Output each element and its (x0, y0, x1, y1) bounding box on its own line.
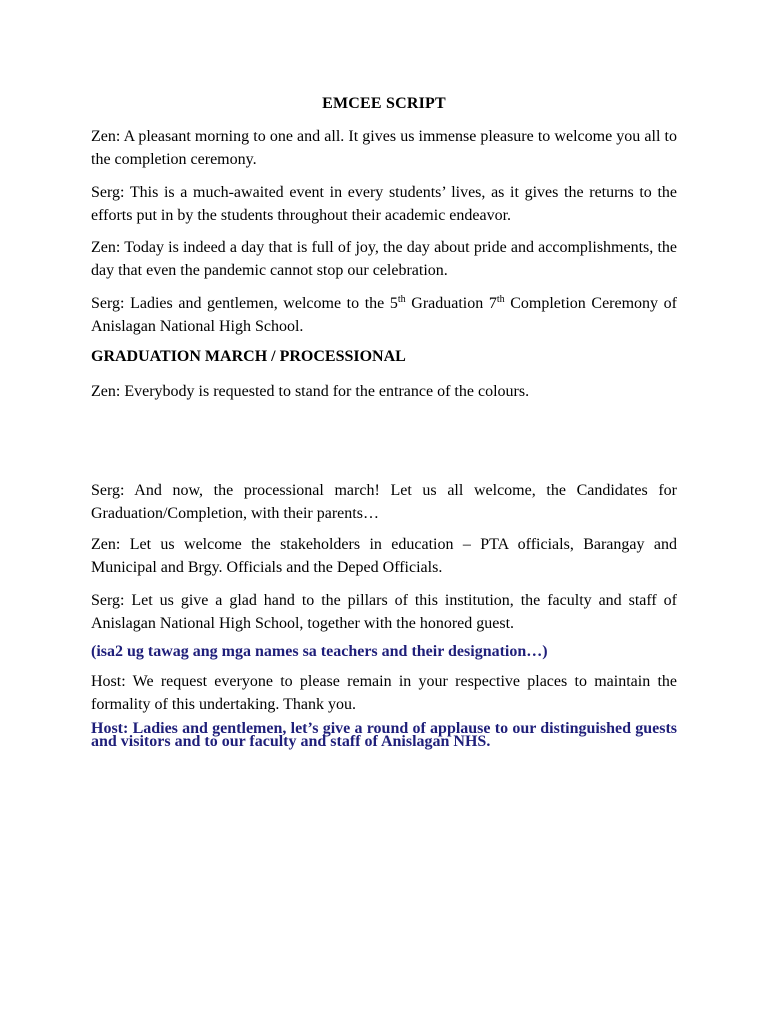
note-teacher-names: (isa2 ug tawag ang mga names sa teachers and their designation…) (91, 643, 548, 660)
superscript-th-1: th (397, 294, 406, 305)
paragraph-zen-stakeholders: Zen: Let us welcome the stakeholders in education – PTA officials, Barangay and Municipal and Brgy. Officials and the Deped Officials. (91, 536, 677, 576)
paragraph-serg-ceremony (91, 292, 677, 338)
paragraph-serg-ceremony-part3: Completion Ceremony of Anislagan National High School. (91, 295, 677, 335)
paragraph-host-formality: Host: We request everyone to please remain in your respective places to maintain the formality of this undertaking. Thank you. (91, 673, 677, 713)
paragraph-zen-welcome: Zen: A pleasant morning to one and all. It gives us immense pleasure to welcome you all to the completion ceremony. (91, 128, 677, 168)
superscript-th-2: th (496, 294, 505, 305)
paragraph-zen-joy: Zen: Today is indeed a day that is full of joy, the day about pride and accomplishments, the day that even the pandemic cannot stop our celebration. (91, 239, 677, 279)
paragraph-serg-processional: Serg: And now, the processional march! Let us all welcome, the Candidates for Graduation/Completion, with their parents… (91, 482, 677, 522)
paragraph-serg-faculty: Serg: Let us give a glad hand to the pillars of this institution, the faculty and staff of Anislagan National High School, together with the honored guest. (91, 592, 677, 632)
paragraph-zen-colours: Zen: Everybody is requested to stand for the entrance of the colours. (91, 383, 530, 400)
paragraph-serg-ceremony-part2: Graduation 7 (405, 295, 497, 312)
paragraph-serg-event: Serg: This is a much-awaited event in every students’ lives, as it gives the returns to the efforts put in by the students throughout their academic endeavor. (91, 184, 677, 224)
document-title: EMCEE SCRIPT (322, 95, 446, 112)
section-heading-graduation-march: GRADUATION MARCH / PROCESSIONAL (91, 348, 406, 365)
paragraph-host-applause: Host: Ladies and gentlemen, let’s give a round of applause to our distinguished guests and visitors and to our faculty and staff of Anislagan NHS. (91, 720, 677, 750)
paragraph-serg-ceremony-part1: Serg: Ladies and gentlemen, welcome to the 5 (91, 295, 398, 312)
